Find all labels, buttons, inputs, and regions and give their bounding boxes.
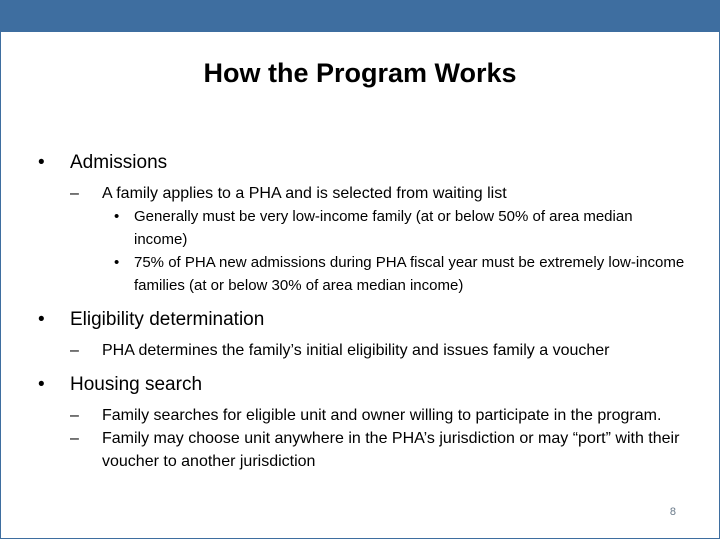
bullet-eligibility <box>38 307 688 333</box>
sub-bullet-text: Family searches for eligible unit and owner willing to participate in the program. <box>102 407 662 424</box>
dash-icon: – <box>70 407 79 424</box>
bullet-housing-search <box>38 372 688 398</box>
sub-bullet-text: A family applies to a PHA and is selected from waiting list <box>102 185 507 202</box>
sub-bullet <box>70 427 688 473</box>
bullet-label: Eligibility determination <box>70 309 265 330</box>
header-band <box>0 0 720 32</box>
bullet-label: Housing search <box>70 374 203 395</box>
slide-body <box>38 150 688 473</box>
page-number: 8 <box>669 506 676 518</box>
sub-sub-bullet-text: Generally must be very low-income family (at or below 50% of area median income) <box>134 208 633 248</box>
bullet-admissions <box>38 150 688 176</box>
bullet-icon: • <box>38 152 45 173</box>
sub-bullet <box>70 339 688 362</box>
dash-icon: – <box>70 185 79 202</box>
sub-bullet <box>70 404 688 427</box>
bullet-icon: • <box>38 374 45 395</box>
bullet-icon: • <box>114 208 120 225</box>
sub-sub-bullet <box>114 251 688 297</box>
sub-sub-bullet <box>114 205 688 251</box>
dash-icon: – <box>70 430 79 447</box>
sub-bullet <box>70 182 688 205</box>
slide-title: How the Program Works <box>203 58 517 88</box>
bullet-icon: • <box>38 309 45 330</box>
dash-icon: – <box>70 342 79 359</box>
sub-sub-bullet-text: 75% of PHA new admissions during PHA fiscal year must be extremely low-income families (at or below 30% of area median income) <box>134 254 685 294</box>
sub-bullet-text: PHA determines the family’s initial eligibility and issues family a voucher <box>102 342 610 359</box>
sub-bullet-text: Family may choose unit anywhere in the PHA’s jurisdiction or may “port” with their voucher to another jurisdiction <box>102 430 680 470</box>
bullet-icon: • <box>114 254 120 271</box>
bullet-label: Admissions <box>70 152 168 173</box>
